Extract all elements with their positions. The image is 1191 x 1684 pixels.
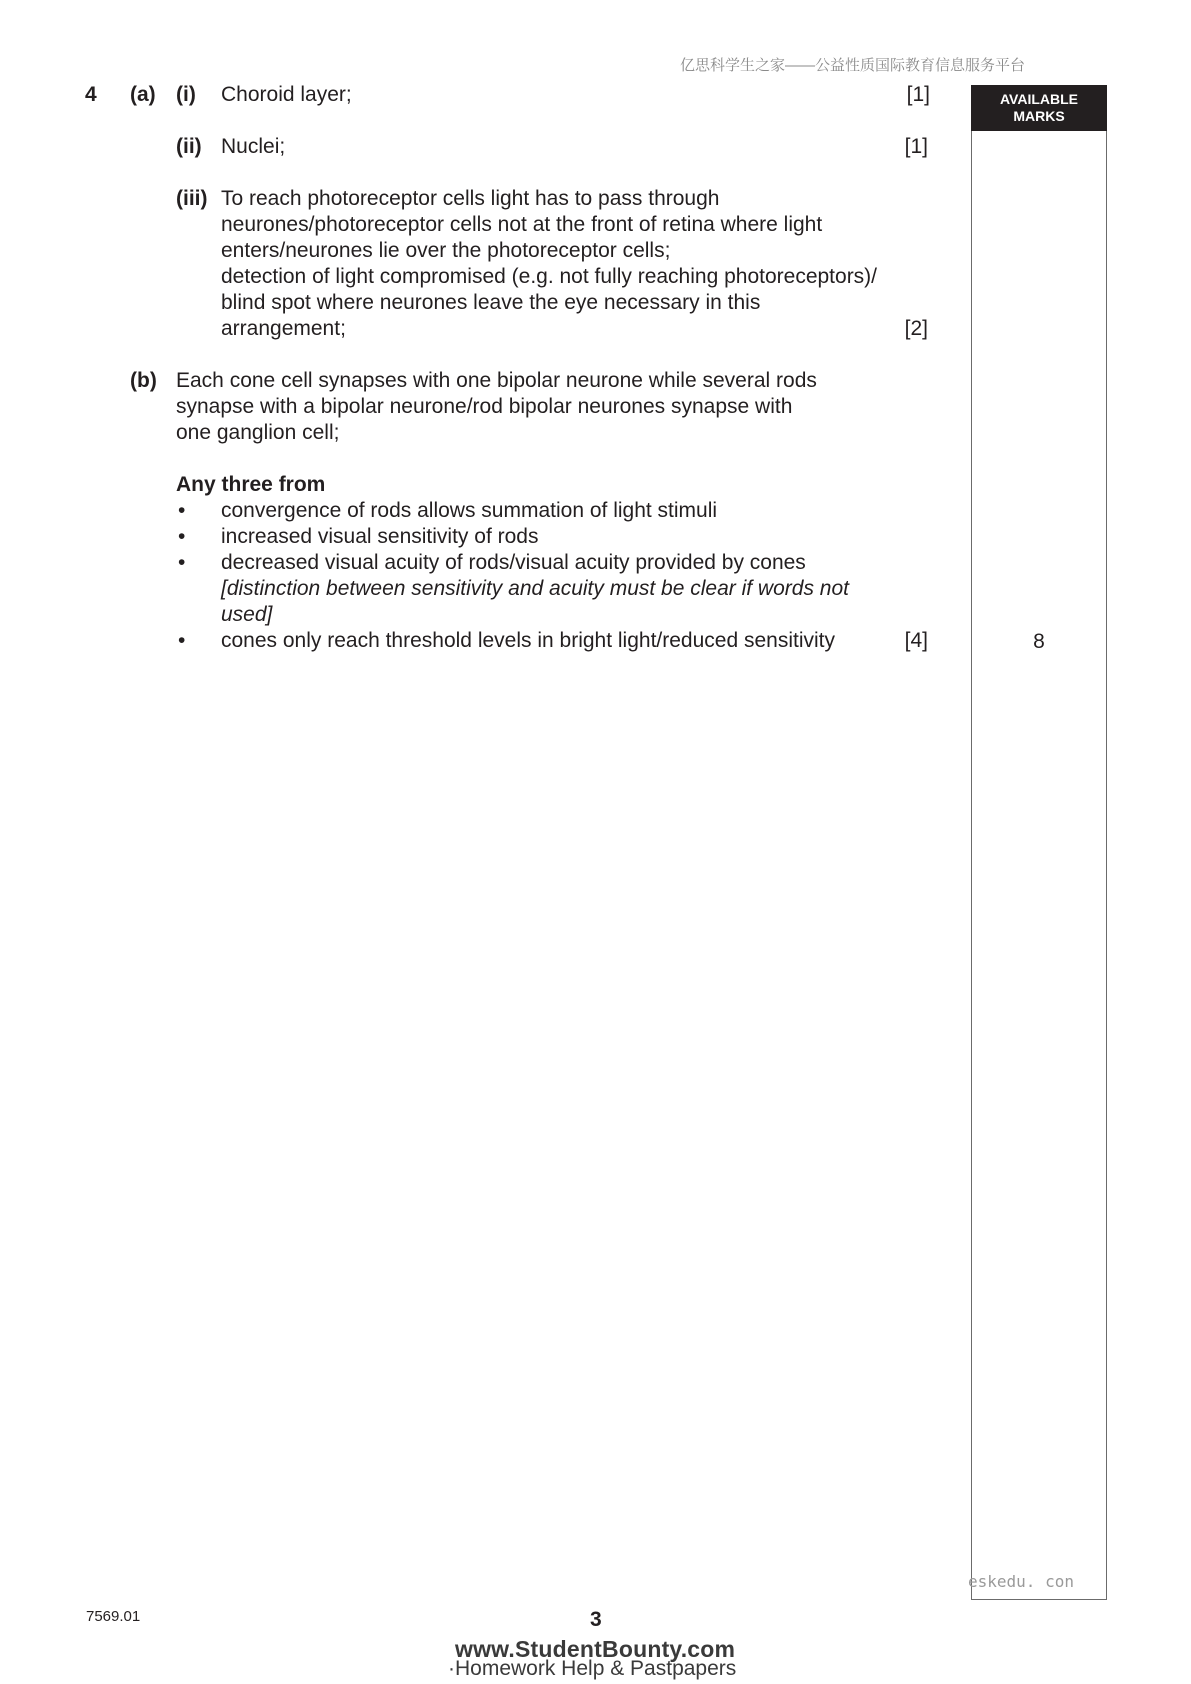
acuity-note-line: [distinction between sensitivity and acuity must be clear if words not — [221, 577, 849, 600]
subpart-ii-mark: [1] — [904, 135, 928, 158]
bullet-item: cones only reach threshold levels in bright light/reduced sensitivity — [221, 629, 835, 652]
subpart-iii-mark: [2] — [904, 317, 928, 340]
bullet-icon: • — [178, 551, 186, 574]
subpart-i-label: (i) — [176, 83, 196, 106]
subpart-iii-line: detection of light compromised (e.g. not fully reaching photoreceptors)/ — [221, 265, 878, 288]
marks-heading-line2: MARKS — [1013, 108, 1065, 124]
part-b-mark: [4] — [904, 629, 928, 652]
subpart-iii-line: neurones/photoreceptor cells not at the front of retina where light — [221, 213, 823, 236]
part-b-line: Each cone cell synapses with one bipolar neurone while several rods — [176, 369, 817, 392]
subpart-iii-line: arrangement; — [221, 317, 346, 340]
bullet-item: convergence of rods allows summation of light stimuli — [221, 499, 718, 522]
bullet-item: decreased visual acuity of rods/visual acuity provided by cones — [221, 551, 806, 574]
subpart-iii-line: enters/neurones lie over the photoreceptor cells; — [221, 239, 671, 262]
subpart-i-answer: Choroid layer; — [221, 83, 352, 106]
header-watermark: 亿思科学生之家——公益性质国际教育信息服务平台 — [680, 57, 1026, 74]
total-marks: 8 — [1033, 630, 1045, 653]
part-b-line: one ganglion cell; — [176, 421, 340, 444]
bullet-icon: • — [178, 499, 186, 522]
subpart-ii-answer: Nuclei; — [221, 135, 286, 158]
paper-code: 7569.01 — [86, 1608, 141, 1625]
subpart-i-mark: [1] — [906, 83, 930, 106]
subpart-iii-line: To reach photoreceptor cells light has to pass through — [221, 187, 720, 210]
available-marks-heading — [971, 85, 1107, 131]
acuity-note-line: used] — [221, 603, 273, 626]
part-b-label: (b) — [130, 369, 157, 392]
subpart-ii-label: (ii) — [176, 135, 202, 158]
bullet-icon: • — [178, 525, 186, 548]
subpart-iii-line: blind spot where neurones leave the eye necessary in this — [221, 291, 761, 314]
question-number: 4 — [85, 83, 97, 106]
available-marks-column — [971, 85, 1107, 1600]
site-tagline: ·Homework Help & Pastpapers — [448, 1657, 737, 1680]
subpart-iii-label: (iii) — [176, 187, 208, 210]
page-number: 3 — [590, 1608, 602, 1631]
bullet-icon: • — [178, 629, 186, 652]
any-three-heading: Any three from — [176, 473, 326, 496]
part-b-line: synapse with a bipolar neurone/rod bipolar neurones synapse with — [176, 395, 793, 418]
marks-heading-line1: AVAILABLE — [999, 91, 1079, 107]
site-url[interactable]: www.StudentBounty.com — [455, 1636, 736, 1662]
bottom-watermark: eskedu. con — [968, 1572, 1074, 1591]
bullet-item: increased visual sensitivity of rods — [221, 525, 539, 548]
part-a-label: (a) — [130, 83, 156, 106]
